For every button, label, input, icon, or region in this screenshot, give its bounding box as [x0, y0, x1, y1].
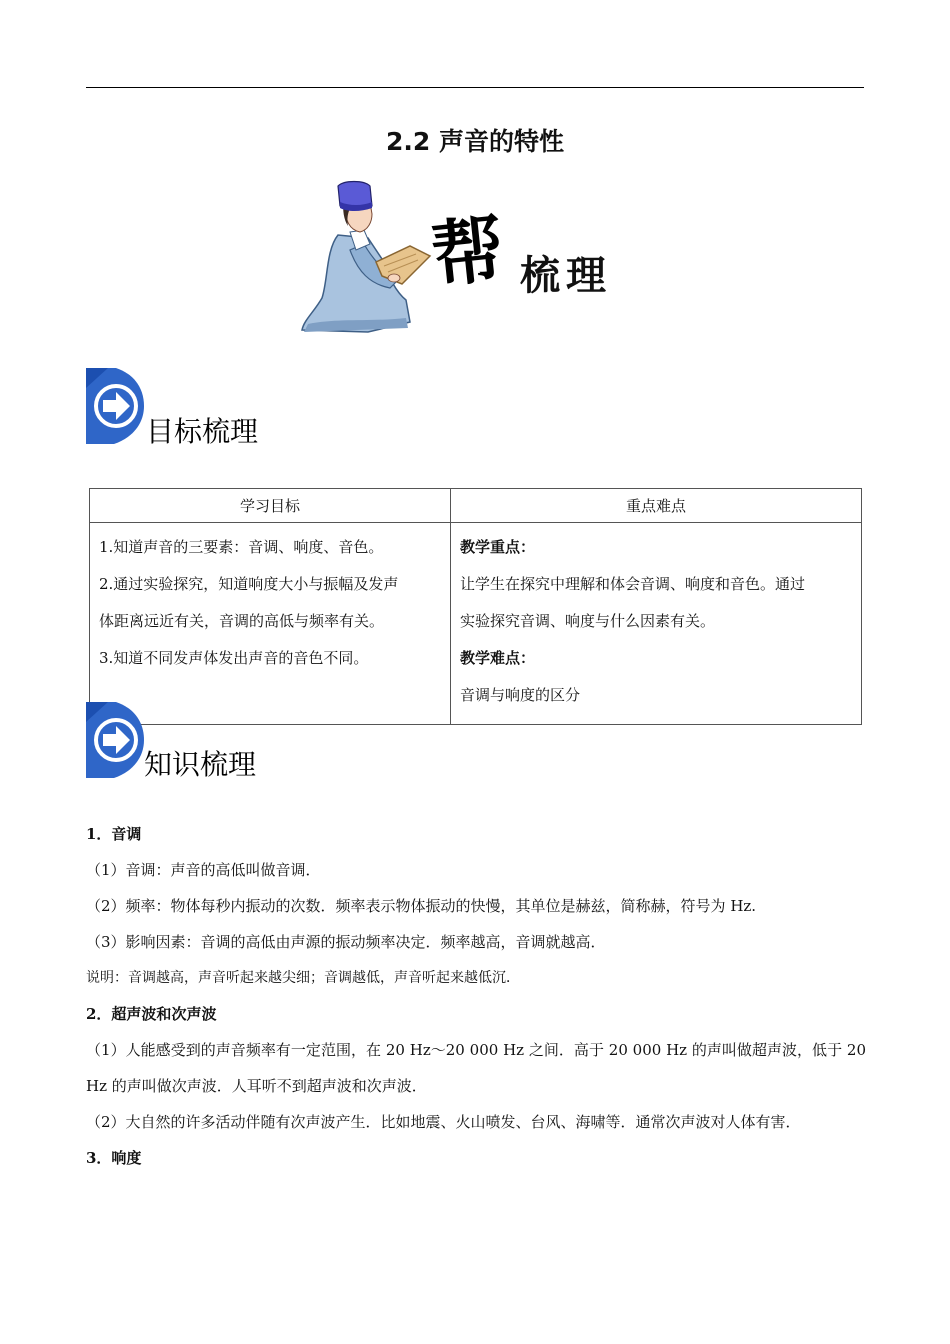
goal-item: 体距离远近有关，音调的高低与频率有关。 [99, 612, 385, 630]
heading-pitch: 1．音调 [86, 825, 142, 843]
banner-bang-calligraphy: 帮 [427, 205, 509, 298]
knowledge-body [86, 816, 866, 1176]
paragraph: （2）频率：物体每秒内振动的次数．频率表示物体振动的快慢，其单位是赫兹，简称赫，符号为 Hz. [86, 897, 757, 915]
table-header-goals: 学习目标 [90, 489, 451, 523]
heading-ultrasound: 2．超声波和次声波 [86, 1005, 217, 1023]
key-points-label: 教学重点： [460, 538, 536, 556]
key-points-cell [451, 523, 862, 725]
key-points-text: 让学生在探究中理解和体会音调、响度和音色。通过 [460, 575, 806, 593]
banner-shuli-calligraphy: 梳理 [520, 252, 612, 299]
goal-item: 2.通过实验探究，知道响度大小与振幅及发声 [99, 575, 399, 593]
note: 说明：音调越高，声音听起来越尖细；音调越低，声音听起来越低沉． [86, 970, 520, 986]
page-title: 2.2 声音的特性 [386, 127, 564, 156]
goal-item: 3.知道不同发声体发出声音的音色不同。 [99, 649, 369, 667]
goals-cell [90, 523, 451, 725]
paragraph: （3）影响因素：音调的高低由声源的振动频率决定．频率越高，音调就越高． [86, 933, 606, 951]
section-title-knowledge: 知识梳理 [144, 748, 257, 781]
arrow-circle-icon [86, 368, 146, 444]
paragraph: （2）大自然的许多活动伴随有次声波产生．比如地震、火山喷发、台风、海啸等．通常次声波对人体有害． [86, 1113, 801, 1131]
section-title-goals: 目标梳理 [146, 415, 259, 448]
paragraph: （1）音调：声音的高低叫做音调． [86, 861, 321, 879]
header-rule [86, 87, 864, 88]
arrow-circle-icon [86, 702, 146, 778]
goals-table [89, 488, 862, 725]
table-header-key-points: 重点难点 [451, 489, 862, 523]
difficulty-label: 教学难点： [460, 649, 536, 667]
key-points-text: 实验探究音调、响度与什么因素有关。 [460, 612, 716, 630]
paragraph: （1）人能感受到的声音频率有一定范围，在 20 Hz～20 000 Hz 之间．高于 20 000 Hz 的声叫做超声波，低于 20 Hz 的声叫做次声波．人耳听不到超声波和次声波． [86, 1041, 866, 1095]
goal-item: 1.知道声音的三要素：音调、响度、音色。 [99, 538, 384, 556]
heading-loudness: 3．响度 [86, 1149, 142, 1167]
difficulty-text: 音调与响度的区分 [460, 686, 581, 704]
